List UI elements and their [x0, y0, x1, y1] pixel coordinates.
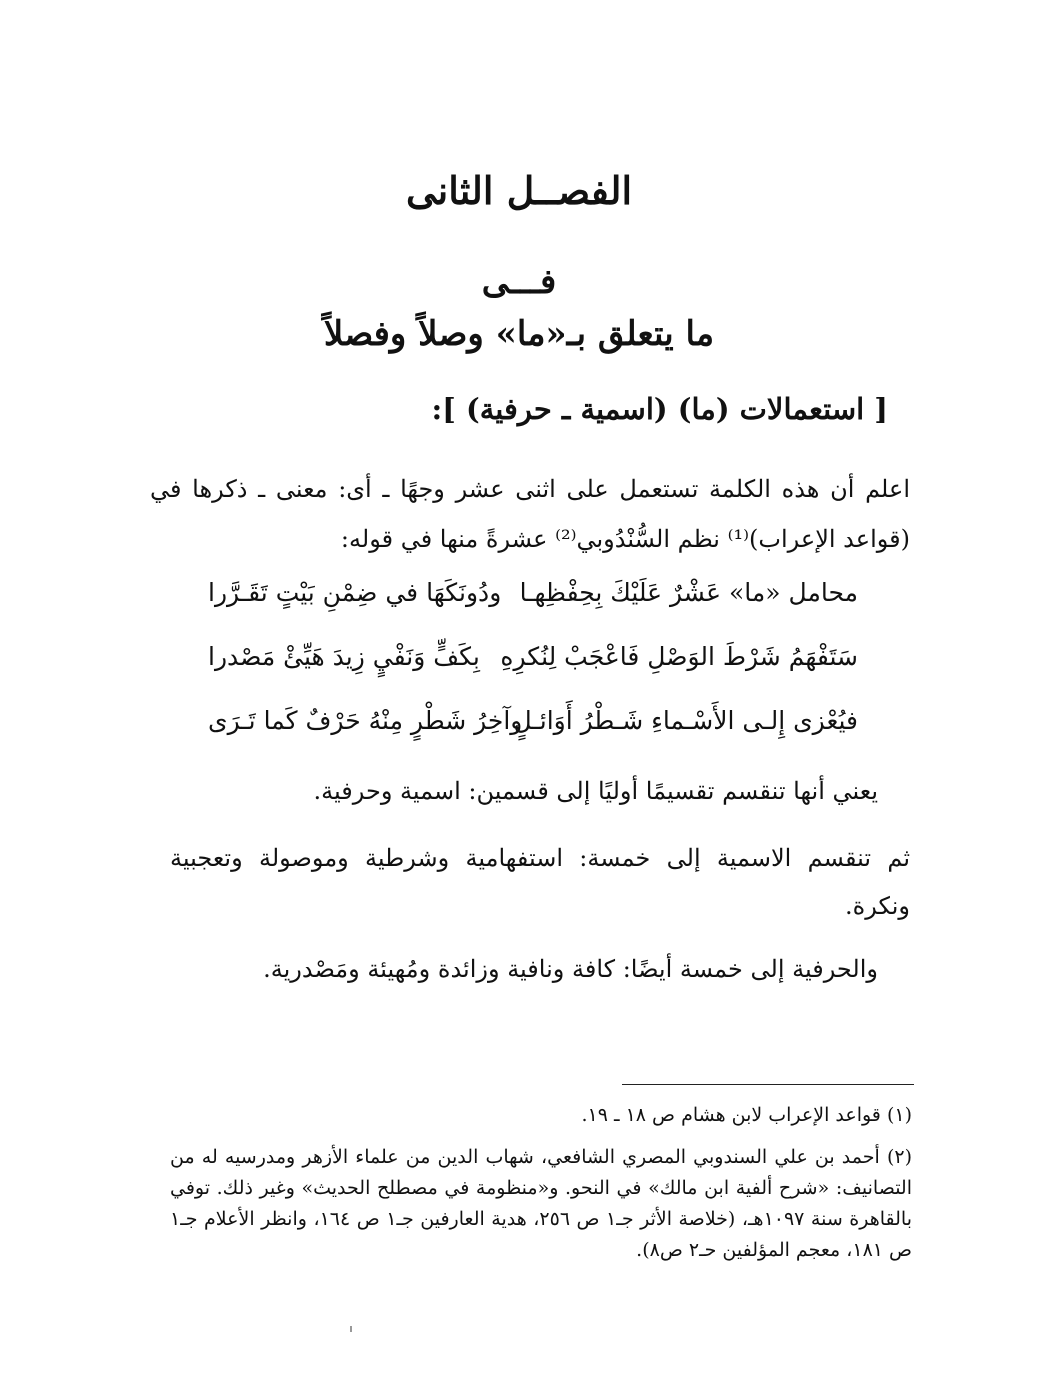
footnote-2: [170, 1142, 912, 1266]
footnote-separator: [622, 1084, 914, 1085]
chapter-title: الفصــل الثانى: [405, 168, 632, 213]
paragraph-particle: والحرفية إلى خمسة أيضًا: كافة ونافية وزائدة ومُهيئة ومَصْدرية.: [263, 955, 878, 983]
footnote-1-number: (١): [886, 1104, 912, 1126]
footnote-2-text: أحمد بن علي السندوبي المصري الشافعي، شهاب الدين من علماء الأزهر ومدرسيه له من التصانيف: «شرح ألفية ابن مالك» في النحو. و«منظومة في مصطلح الحديث» وغير ذلك. توفي بالقاهرة سنة ١٠٩٧هـ، (خلاصة الأثر جـ١ ص ٢٥٦، هدية العارفين جـ١ ص ١٦٤، وانظر الأعلام جـ١ ص ١٨١، معجم المؤلفين حـ٢ ص٨).: [170, 1146, 912, 1261]
chapter-subtitle: ما يتعلق بـ«ما» وصلاً وفصلاً: [323, 314, 715, 354]
footnote-1: [581, 1100, 912, 1130]
verse-3-first-hemistich: فيُعْزى إِلـى الأَسْـماءِ شَـطْرُ أَوَائـلٍ: [513, 706, 858, 735]
verse-1-first-hemistich: محامل «ما» عَشْرٌ عَلَيْكَ بِحِفْظِهـا: [519, 578, 858, 607]
footnote-2-number: (٢): [886, 1146, 912, 1168]
paragraph-division: يعني أنها تنقسم تقسيمًا أوليًا إلى قسمين: اسمية وحرفية.: [313, 777, 878, 805]
verse-2-first-hemistich: سَتَفْهَمُ شَرْطَ الوَصْلِ فَاعْجَبْ لِنُكرِهِ: [500, 642, 858, 671]
verse-1-second-hemistich: ودُونَكَهَا في ضِمْنِ بَيْتٍ تَقَـرَّرا: [208, 578, 502, 607]
verse-2-second-hemistich: بِكَفٍّ وَنَفْيٍ زِيدَ هَيِّئْ مَصْدرا: [208, 642, 480, 671]
scan-speck: [350, 1326, 352, 1332]
section-heading: [ استعمالات (ما) (اسمية ـ حرفية) ]:: [431, 392, 888, 426]
paragraph-intro: اعلم أن هذه الكلمة تستعمل على اثنى عشر وجهًا ـ أى: معنى ـ ذكرها في (قواعد الإعراب)⁽¹⁾ نظم السُّنْدُوبي⁽²⁾ عشرةً منها في قوله:: [150, 475, 910, 553]
verse-3-second-hemistich: وآخِرُ شَطْرٍ مِنْهُ حَرْفٌ كَما تَـرَى: [208, 706, 523, 735]
chapter-in: فـــى: [481, 262, 557, 302]
paragraph-nominal: ثم تنقسم الاسمية إلى خمسة: استفهامية وشرطية وموصولة وتعجبية ونكرة.: [170, 844, 910, 920]
footnote-1-text: قواعد الإعراب لابن هشام ص ١٨ ـ ١٩.: [581, 1104, 881, 1126]
